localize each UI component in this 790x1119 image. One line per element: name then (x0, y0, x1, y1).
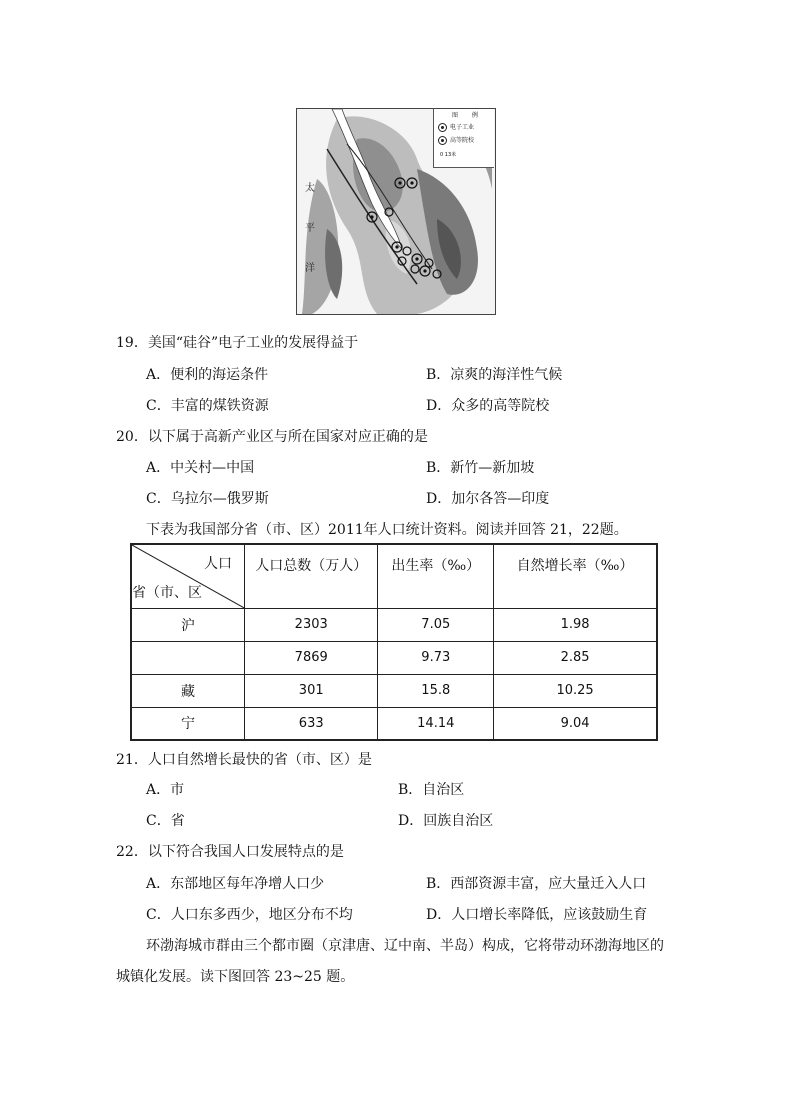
next-intro-line2: 城镇化发展。读下图回答 23~25 题。 (116, 969, 355, 985)
corner-label-bottom: 省（市、区 (132, 584, 202, 601)
growth-cell: 9.04 (494, 707, 657, 740)
table-intro: 下表为我国部分省（市、区）2011年人口统计资料。阅读并回答 21，22题。 (146, 522, 628, 538)
q21-option-c: C．省 (146, 813, 185, 829)
q21-stem: 21．人口自然增长最快的省（市、区）是 (116, 752, 372, 768)
q19-option-a: A．便利的海运条件 (146, 367, 269, 383)
sea-label-2: 平 (305, 223, 315, 234)
region-cell: 沪 (131, 608, 244, 641)
q20-option-d: D．加尔各答—印度 (426, 491, 550, 507)
next-intro-line1: 环渤海城市群由三个都市圈（京津唐、辽中南、半岛）构成，它将带动环渤海地区的 (146, 938, 664, 954)
birth-cell: 9.73 (378, 641, 494, 674)
university-icon (438, 136, 447, 145)
table-row (131, 707, 657, 740)
region-cell: 藏 (131, 674, 244, 707)
table-row (131, 641, 657, 674)
table-header-row (131, 544, 657, 608)
q22-option-b: B．西部资源丰富，应大量迁入人口 (426, 876, 647, 892)
map-scale: 0 13米 (440, 152, 457, 158)
header-growth-rate: 自然增长率（‰） (494, 544, 657, 608)
q22-option-d: D．人口增长率降低，应该鼓励生育 (426, 907, 648, 923)
q21-option-a: A．市 (146, 782, 185, 798)
q21-option-d: D．回族自治区 (398, 813, 494, 829)
header-birth-rate: 出生率（‰） (378, 544, 494, 608)
q19-option-d: D．众多的高等院校 (426, 398, 550, 414)
electronics-industry-icon (438, 123, 447, 132)
q20-option-b: B．新竹—新加坡 (426, 460, 535, 476)
growth-cell: 1.98 (494, 608, 657, 641)
q19-option-c: C．丰富的煤铁资源 (146, 398, 269, 414)
region-cell (131, 641, 244, 674)
legend-item-universities: 高等院校 (438, 136, 474, 145)
total-cell: 7869 (244, 641, 377, 674)
sea-label-1: 太 (305, 183, 315, 194)
legend-title: 图 例 (452, 112, 484, 119)
sea-label-3: 洋 (305, 263, 315, 274)
q22-stem: 22．以下符合我国人口发展特点的是 (116, 844, 344, 860)
table-row (131, 608, 657, 641)
header-total: 人口总数（万人） (244, 544, 377, 608)
q19-option-b: B．凉爽的海洋性气候 (426, 367, 563, 383)
table-corner-cell (131, 544, 244, 608)
q20-option-a: A．中关村—中国 (146, 460, 255, 476)
q19-stem: 19．美国“硅谷”电子工业的发展得益于 (116, 335, 359, 351)
total-cell: 2303 (244, 608, 377, 641)
birth-cell: 15.8 (378, 674, 494, 707)
q20-stem: 20．以下属于高新产业区与所在国家对应正确的是 (116, 429, 428, 445)
q21-option-b: B．自治区 (398, 782, 465, 798)
total-cell: 301 (244, 674, 377, 707)
growth-cell: 2.85 (494, 641, 657, 674)
region-cell: 宁 (131, 707, 244, 740)
growth-cell: 10.25 (494, 674, 657, 707)
q22-option-a: A．东部地区每年净增人口少 (146, 876, 325, 892)
legend-item-electronics: 电子工业 (438, 123, 474, 132)
map-legend (433, 109, 494, 168)
total-cell: 633 (244, 707, 377, 740)
birth-cell: 14.14 (378, 707, 494, 740)
birth-cell: 7.05 (378, 608, 494, 641)
q22-option-c: C．人口东多西少，地区分布不均 (146, 907, 353, 923)
q20-option-c: C．乌拉尔—俄罗斯 (146, 491, 269, 507)
corner-label-top: 人口 (203, 556, 232, 572)
silicon-valley-map (296, 108, 496, 315)
population-table (130, 543, 658, 741)
table-row (131, 674, 657, 707)
